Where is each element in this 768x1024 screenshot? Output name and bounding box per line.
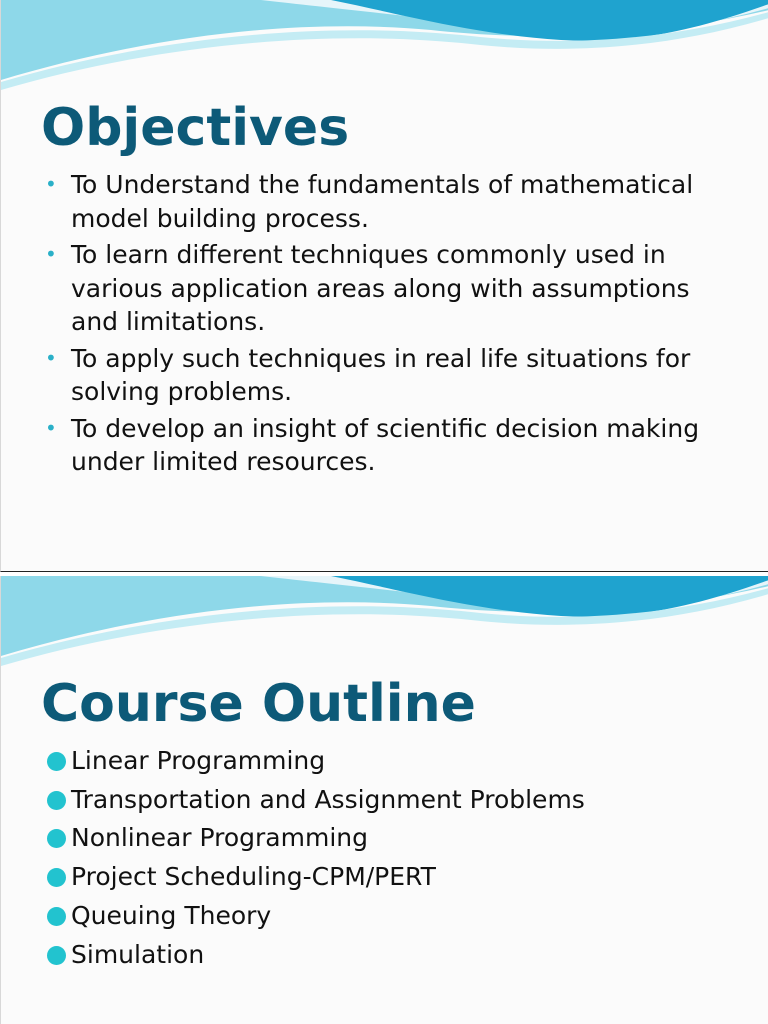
- course-outline-list: [47, 742, 747, 974]
- list-item-text: To learn different techniques commonly used in various application areas along with assumptions and limitations.: [71, 240, 690, 336]
- bullet-icon: •: [45, 415, 57, 440]
- circle-bullet-icon: [47, 752, 66, 771]
- list-item-text: Nonlinear Programming: [71, 823, 368, 853]
- list-item: [47, 819, 747, 858]
- objectives-list: [45, 168, 735, 482]
- circle-bullet-icon: [47, 907, 66, 926]
- list-item-text: Transportation and Assignment Problems: [71, 784, 585, 814]
- list-item: [45, 412, 735, 479]
- list-item-text: Linear Programming: [71, 746, 326, 775]
- list-item: [45, 238, 735, 339]
- bullet-icon: •: [45, 172, 57, 196]
- bullet-icon: •: [45, 345, 57, 370]
- list-item: [45, 168, 735, 235]
- circle-bullet-icon: [47, 791, 66, 810]
- circle-bullet-icon: [47, 868, 66, 887]
- circle-bullet-icon: [47, 946, 66, 965]
- circle-bullet-icon: [47, 829, 66, 848]
- list-item-text: To Understand the fundamentals of mathematical model building process.: [71, 170, 694, 233]
- slide-title: Objectives: [41, 98, 350, 158]
- list-item-text: To develop an insight of scientific decision making under limited resources.: [71, 413, 700, 476]
- slide-course-outline: [0, 576, 768, 1024]
- list-item-text: Queuing Theory: [71, 900, 272, 930]
- list-item: [47, 781, 747, 820]
- list-item: [47, 742, 747, 781]
- bullet-icon: •: [45, 242, 57, 266]
- wave-header-graphic: [1, 0, 768, 90]
- list-item: [47, 858, 747, 897]
- list-item-text: Simulation: [71, 939, 205, 969]
- list-item-text: To apply such techniques in real life situations for solving problems.: [71, 343, 691, 406]
- list-item: [47, 936, 747, 975]
- slide-title: Course Outline: [41, 674, 476, 734]
- list-item-text: Project Scheduling-CPM/PERT: [71, 862, 436, 892]
- wave-header-graphic: [1, 576, 768, 666]
- list-item: [45, 342, 735, 409]
- list-item: [47, 897, 747, 936]
